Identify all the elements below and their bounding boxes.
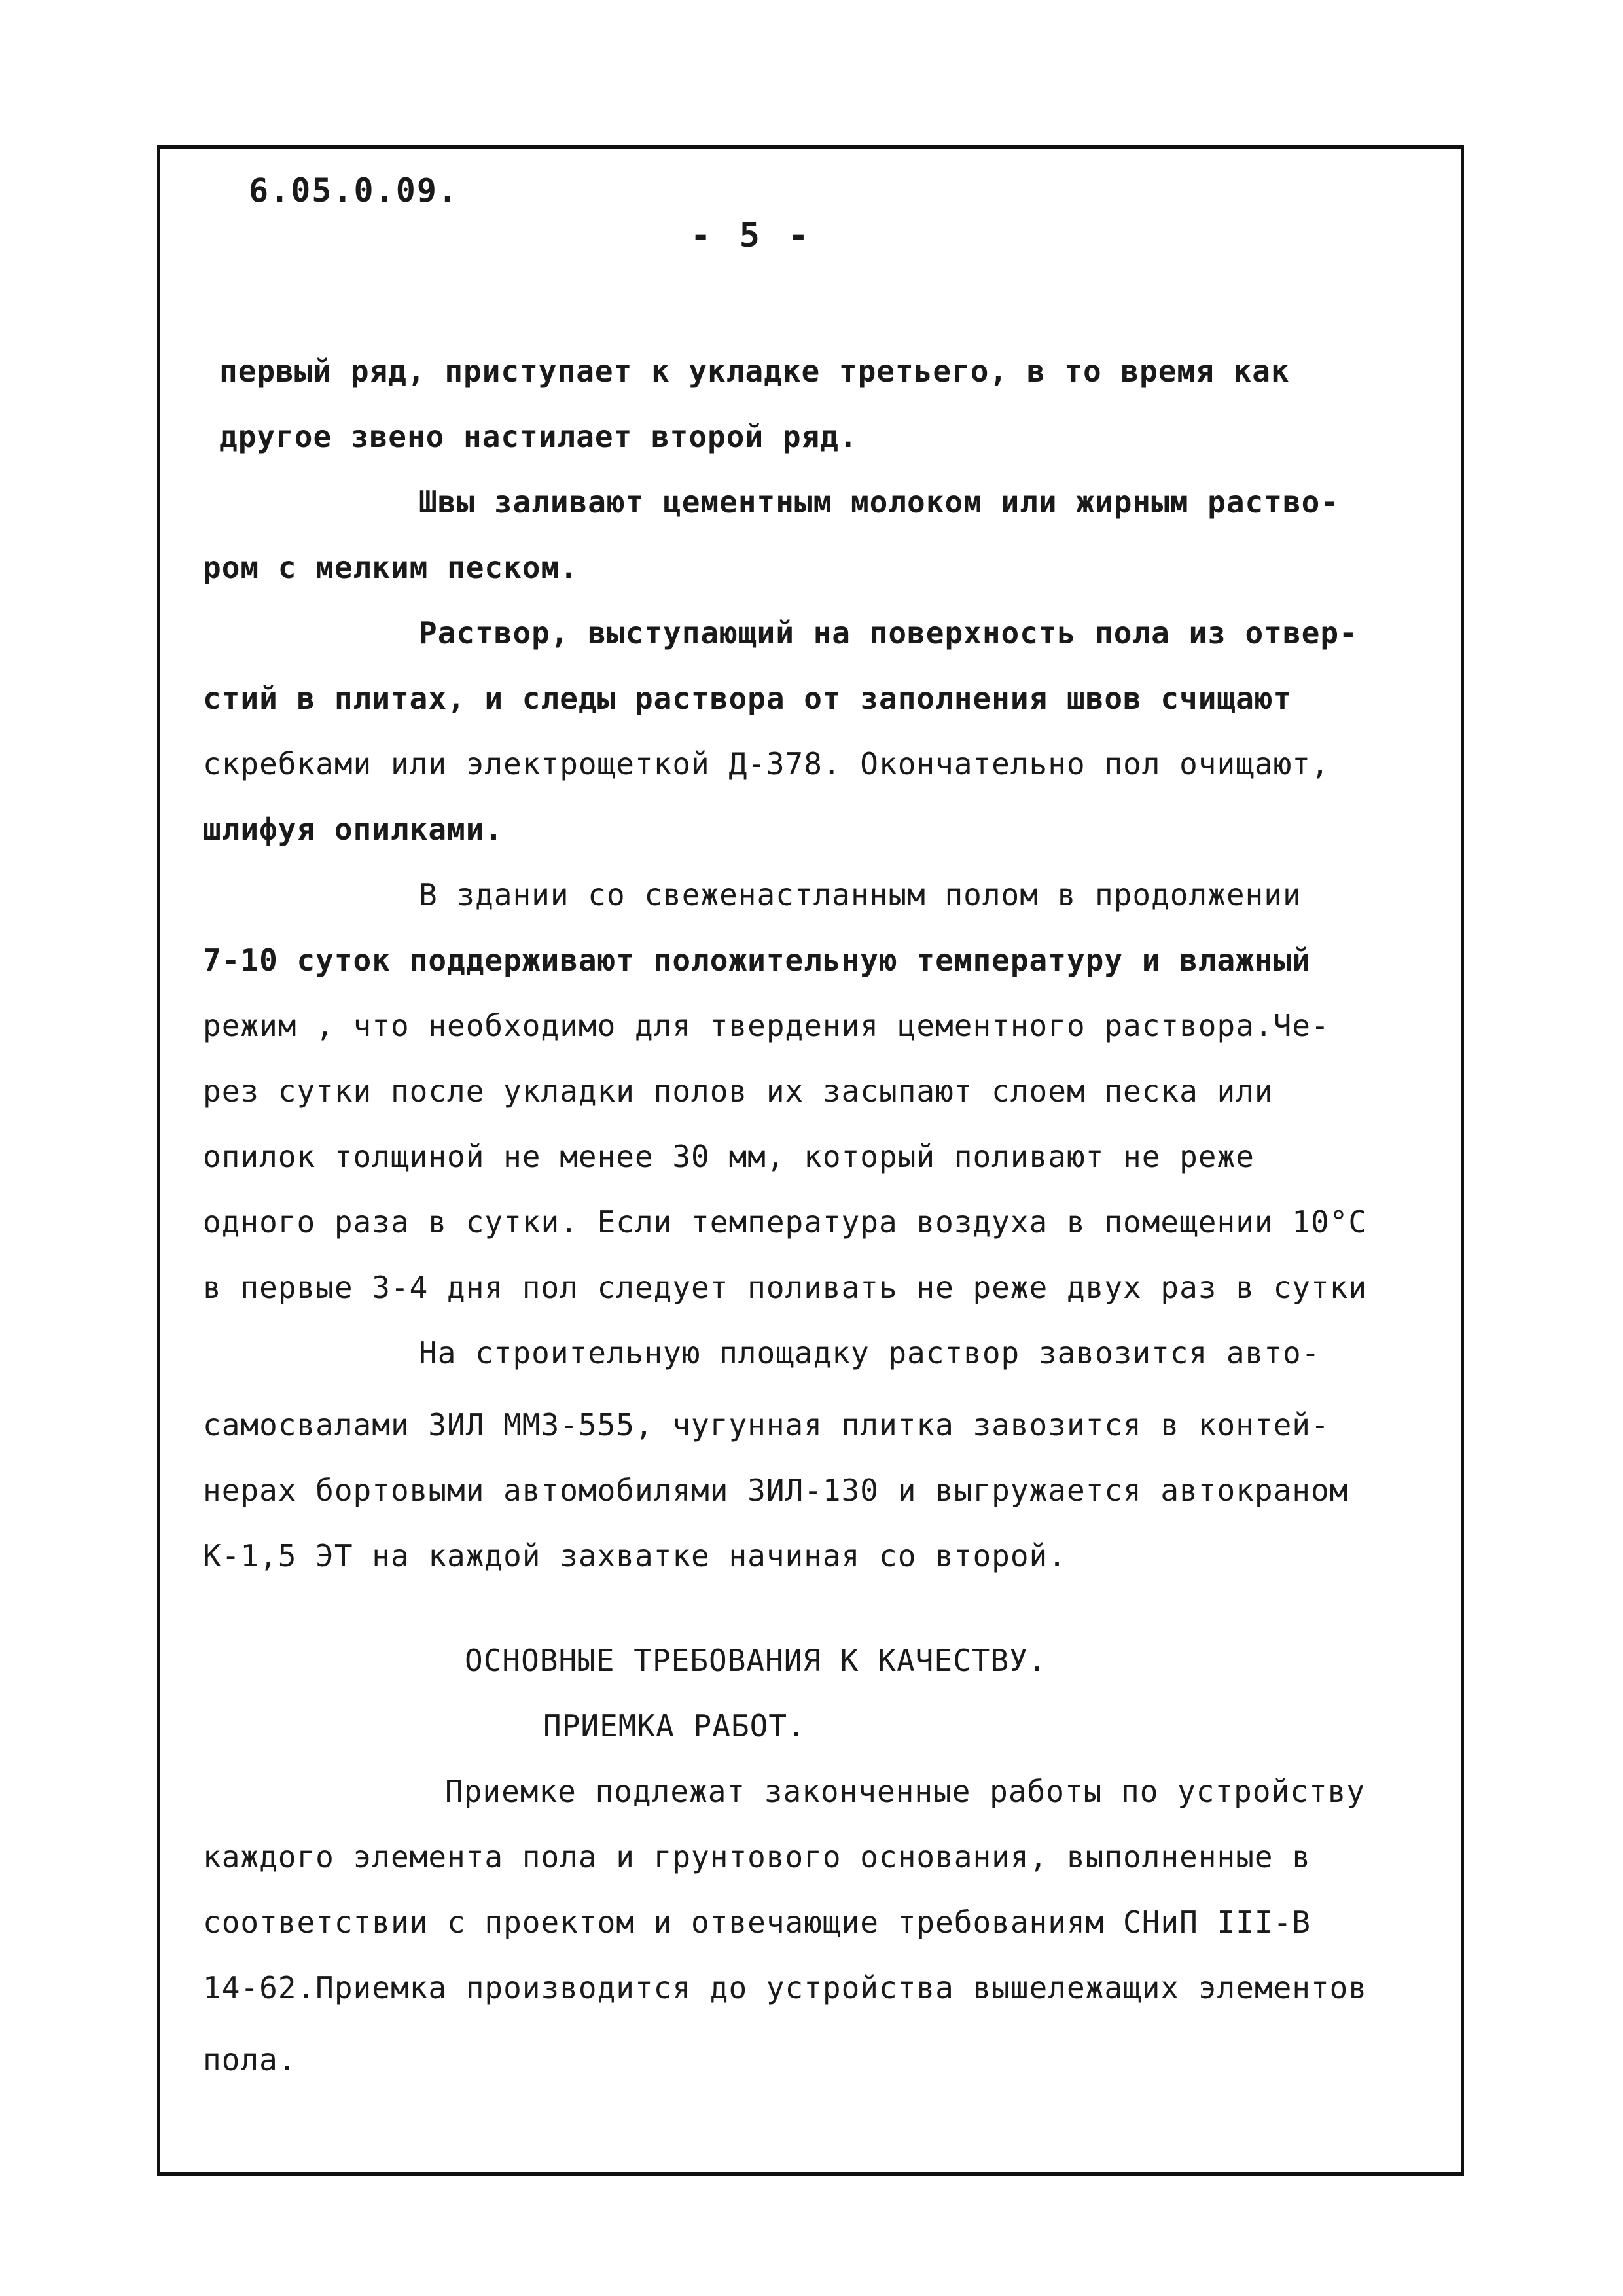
body-line: первый ряд, приступает к укладке третьего, в то время как [219,353,1290,389]
page-number: - 5 - [690,216,813,255]
body-line: одного раза в сутки. Если температура воздуха в помещении 10°С [203,1204,1368,1240]
body-line: нерах бортовыми автомобилями ЗИЛ-130 и выгружается автокраном [203,1473,1349,1508]
section-line: соответствии с проектом и отвечающие требованиям СНиП III-В [203,1905,1311,1940]
body-line: скребками или электрощеткой Д-378. Окончательно пол очищают, [203,746,1330,781]
section-line: каждого элемента пола и грунтового основания, выполненные в [203,1839,1311,1874]
body-line: самосвалами ЗИЛ ММЗ-555, чугунная плитка завозится в контей- [203,1407,1330,1443]
body-line: ром с мелким песком. [203,550,579,585]
body-line: стий в плитах, и следы раствора от заполнения швов счищают [203,681,1293,716]
section-heading: ОСНОВНЫЕ ТРЕБОВАНИЯ К КАЧЕСТВУ. [465,1643,1047,1678]
body-line: шлифуя опилками. [203,812,504,847]
body-line: К-1,5 ЭТ на каждой захватке начиная со второй. [203,1538,1067,1573]
body-line: рез сутки после укладки полов их засыпают слоем песка или [203,1073,1274,1109]
section-line: 14-62.Приемка производится до устройства вышележащих элементов [203,1970,1368,2005]
section-line: пола. [203,2042,297,2077]
body-line: Раствор, выступающий на поверхность пола из отвер- [419,615,1358,651]
body-line: На строительную площадку раствор завозится авто- [419,1335,1321,1371]
body-line: 7-10 суток поддерживают положительную температуру и влажный [203,942,1311,978]
body-line: В здании со свеженастланным полом в продолжении [419,877,1302,912]
body-line: режим , что необходимо для твердения цементного раствора.Че- [203,1008,1330,1043]
section-subheading: ПРИЕМКА РАБОТ. [543,1708,806,1744]
body-line: другое звено настилает второй ряд. [219,419,858,454]
body-line: в первые 3-4 дня пол следует поливать не реже двух раз в сутки [203,1270,1368,1305]
body-line: опилок толщиной не менее 30 мм, который поливают не реже [203,1139,1255,1174]
document-code: 6.05.0.09. [249,171,459,209]
section-line: Приемке подлежат законченные работы по устройству [445,1774,1366,1809]
body-line: Швы заливают цементным молоком или жирным раство- [419,484,1340,520]
